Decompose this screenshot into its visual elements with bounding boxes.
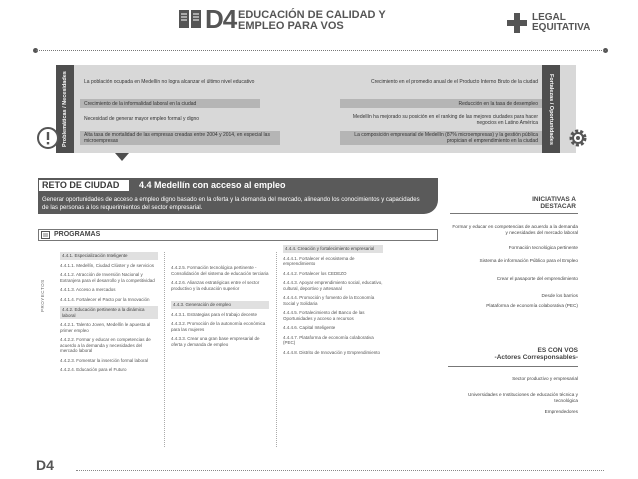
project-item: 4.4.2.4. Educación para el Futuro <box>60 367 127 372</box>
actor-item: Universidades e Instituciones de educación técnica y tecnológica <box>468 392 578 403</box>
exclamation-icon <box>36 126 60 150</box>
project-item: 4.4.2.3. Fomentar la inserción formal laboral <box>60 357 149 363</box>
footer-code: D4 <box>36 457 54 473</box>
project-item: 4.4.4.2. Fortalecer los CEDEZO <box>283 270 347 276</box>
project-item: 4.4.3.3. Crear una gran base empresarial de oferta y demanda de empleo <box>171 336 260 347</box>
project-item: 4.4.2.5. Formación tecnológica pertinente -Consolidación del sistema de educación terciaria <box>171 265 269 276</box>
programs-label: PROGRAMAS <box>54 231 101 238</box>
strength-item: Reducción en la tasa de desempleo <box>458 101 538 107</box>
program-heading: 4.4.1. Especialización Inteligente <box>60 252 158 260</box>
project-item: 4.4.2.2. Formar y educar en competencias de acuerdo a la demanda y necesidades del mercado laboral <box>60 337 151 353</box>
programs-column-3 <box>283 245 383 359</box>
strength-item: Medellín ha mejorado su posición en el ranking de las mejores ciudades para hacer negocios en Latino América <box>352 114 538 126</box>
reto-description: Generar oportunidades de acceso a empleo digno basado en la oferta y la demanda del mercado, alineando los conocimientos y capacidades de las personas a los requerimientos del sector empresarial. <box>42 197 420 211</box>
project-item: 4.4.4.4. Promoción y fomento de la Economía Social y Solidaria <box>283 295 375 306</box>
actors-title: ES CON VOS -Actores Corresponsables- <box>494 347 578 361</box>
initiative-item: Plataforma de economía colaborativa (PEC) <box>486 303 578 308</box>
initiative-item: Formación tecnológica pertinente <box>508 245 578 250</box>
dimension-title: EDUCACIÓN DE CALIDAD Y EMPLEO PARA VOS <box>238 9 386 32</box>
project-item: 4.4.2.6. Alianzas estratégicas entre el sector productivo y la educación superior <box>171 280 260 291</box>
strength-item: La composición empresarial de Medellín (87% microempresas) y la gestión pública propician el emprendimiento en la ciudad <box>354 132 538 144</box>
project-item: 4.4.3.1. Estrategias para el trabajo decente <box>171 311 258 317</box>
pointer-triangle <box>115 153 129 161</box>
problem-item: Alta tasa de mortalidad de las empresas creadas entre 2004 y 2014, en especial las microempresas <box>84 132 270 144</box>
project-item: 4.4.1.4. Fortalecer el Pacto por la Innovación <box>60 296 150 302</box>
initiative-item: Formar y educar en competencias de acuerdo a la demanda y necesidades del mercado laboral <box>452 224 578 235</box>
header-divider <box>36 50 606 51</box>
problem-item: La población ocupada en Medellín no logra alcanzar el último nivel educativo <box>84 79 255 85</box>
document-icon <box>41 231 50 239</box>
strength-item: Crecimiento en el promedio anual de el Producto Interno Bruto de la ciudad <box>370 79 538 85</box>
project-item: 4.4.4.6. Capital Inteligente <box>283 325 336 330</box>
project-item: 4.4.4.3. Apoyar emprendimiento social, educativo, cultural, deportivo y artesanal <box>283 280 383 291</box>
initiatives-title: INICIATIVAS A DESTACAR <box>532 196 576 210</box>
projects-label: PROYECTOS <box>40 279 45 312</box>
project-item: 4.4.1.1. Medellín, Ciudad Clúster y de servicios <box>60 262 155 268</box>
initiative-item: Sistema de información Público para el Empleo <box>479 258 578 263</box>
programs-column-2 <box>171 265 269 351</box>
project-item: 4.4.1.2. Atracción de Inversión Nacional y Extranjera para el desarrollo y la competitividad <box>60 272 155 283</box>
problem-item: Crecimiento de la informalidad laboral en la ciudad <box>84 101 197 107</box>
actor-item: Sector productivo y empresarial <box>512 376 578 381</box>
gear-icon <box>566 126 590 150</box>
project-item: 4.4.3.2. Promoción de la autonomía económica para las mujeres <box>171 321 266 332</box>
actors-divider <box>448 366 578 367</box>
footer-divider <box>76 470 604 471</box>
project-item: 4.4.4.5. Fortalecimiento del Banco de las Oportunidades y acceso a recursos <box>283 310 365 321</box>
project-item: 4.4.2.1. Talento Joven, Medellín le apuesta al primer empleo <box>60 322 151 333</box>
plus-icon <box>506 12 528 34</box>
project-item: 4.4.1.3. Acceso a mercados <box>60 287 116 292</box>
initiatives-divider <box>450 213 578 214</box>
initiative-item: Crear el pasaporte del emprendimiento <box>496 276 578 281</box>
column-divider <box>164 252 165 447</box>
actor-item: Emprendedores <box>544 409 578 414</box>
project-item: 4.4.4.1. Fortalecer el ecosistema de emprendimiento <box>283 255 355 266</box>
program-heading: 4.4.3. Generación de empleo <box>171 301 269 309</box>
program-heading: 4.4.4. Creación y fortalecimiento empresarial <box>283 245 383 253</box>
column-divider <box>276 252 277 447</box>
project-item: 4.4.4.7. Plataforma de economía colaborativa (PEC) <box>283 334 374 345</box>
strengths-tab: Fortalezas / Oportunidades <box>542 65 560 153</box>
problems-tab: Problemáticas / Necesidades <box>56 65 74 153</box>
legal-label: LEGAL EQUITATIVA <box>532 12 591 33</box>
project-item: 4.4.4.8. Distrito de Innovación y Emprendimiento <box>283 349 381 355</box>
programs-column-1 <box>60 252 158 377</box>
problem-item: Necesidad de generar mayor empleo formal y digno <box>84 116 200 122</box>
initiative-item: Desde los barrios <box>541 293 578 298</box>
reto-title: 4.4 Medellín con acceso al empleo <box>139 180 286 190</box>
book-icon <box>178 8 202 30</box>
dimension-code: D4 <box>205 4 237 34</box>
program-heading: 4.4.2. Educación pertinente a la dinámica laboral <box>60 306 158 319</box>
reto-label: RETO DE CIUDAD <box>42 180 120 190</box>
